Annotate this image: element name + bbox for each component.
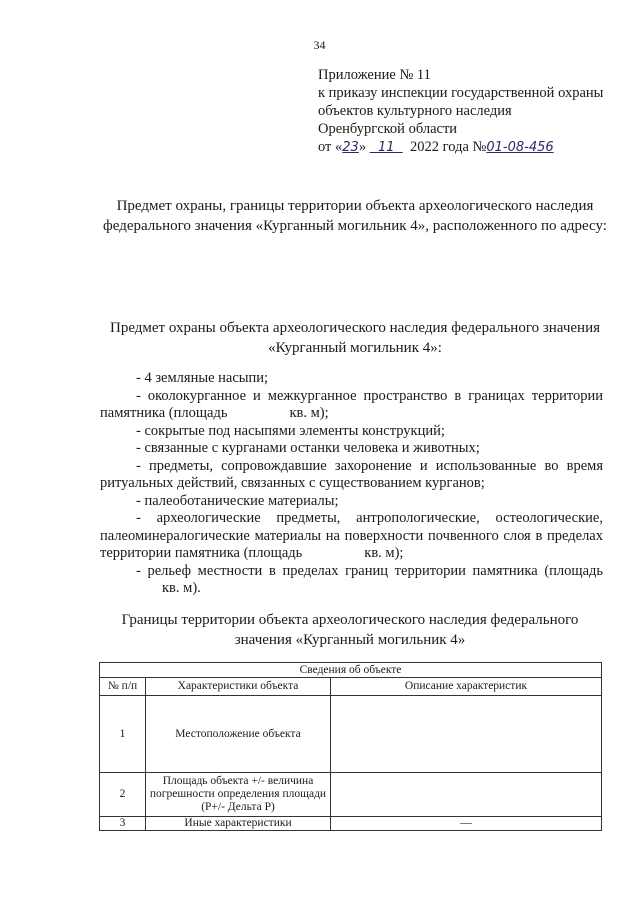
- date-prefix: от «: [318, 139, 343, 155]
- row-description: —: [331, 817, 602, 831]
- boundaries-title: Границы территории объекта археологического наследия федерального значения «Курганный могильник 4»: [121, 612, 579, 648]
- list-item: - рельеф местности в пределах границ территории памятника (площадькв. м).: [136, 562, 603, 596]
- table-header-number: № п/п: [100, 678, 146, 696]
- table-caption: Сведения об объекте: [100, 663, 602, 678]
- row-number: 2: [100, 773, 146, 817]
- list-item: - околокурганное и межкурганное пространство в границах территории памятника (площадь кв. м);: [100, 387, 603, 421]
- table-row: [100, 817, 602, 831]
- table-row: [100, 773, 602, 817]
- protection-title: Предмет охраны объекта археологического наследия федерального значения «Курганный могильник 4»:: [109, 320, 601, 356]
- row-characteristic: Местоположение объекта: [146, 696, 331, 773]
- annex-line: к приказу инспекции государственной охраны: [318, 85, 604, 101]
- list-item: - предметы, сопровождавшие захоронение и использованные во время ритуальных действий, связанных с существованием курганов;: [100, 457, 603, 491]
- row-description: [331, 696, 602, 773]
- row-number: 3: [100, 817, 146, 831]
- page-number: 34: [313, 38, 326, 52]
- list-item: - 4 земляные насыпи;: [136, 370, 269, 386]
- list-item: - сокрытые под насыпями элементы конструкций;: [136, 422, 445, 439]
- list-item: - связанные с курганами останки человека и животных;: [136, 440, 480, 456]
- annex-line: объектов культурного наследия: [318, 103, 512, 119]
- annex-title: Приложение № 11: [318, 67, 431, 83]
- list-item: - археологические предметы, антропологические, остеологические, палеоминералогические материалы на поверхности почвенного слоя в пределах территории памятника (площадь кв. м);: [100, 510, 603, 561]
- row-number: 1: [100, 696, 146, 773]
- date-year: 2022 года №: [410, 139, 487, 155]
- date-month: 11: [377, 140, 395, 155]
- object-info-table: [99, 662, 602, 831]
- order-number: 01-08-456: [486, 140, 554, 155]
- row-description: [331, 773, 602, 817]
- annex-header: [318, 66, 603, 157]
- annex-line: Оренбургской области: [318, 121, 458, 137]
- date-mid: »: [358, 139, 367, 155]
- date-day: 23: [342, 140, 359, 155]
- row-characteristic: Иные характеристики: [146, 817, 331, 831]
- table-header-characteristic: Характеристики объекта: [146, 678, 331, 696]
- protection-items-list: [100, 370, 603, 598]
- main-title: Предмет охраны, границы территории объекта археологического наследия федерального значения «Курганный могильник 4», расположенного по адресу:: [103, 198, 607, 234]
- table-row: [100, 696, 602, 773]
- row-characteristic: Площадь объекта +/- величина погрешности определения площади (P+/- Дельта P): [146, 773, 331, 817]
- list-item: - палеоботанические материалы;: [136, 492, 339, 509]
- table-header-description: Описание характеристик: [331, 678, 602, 696]
- annex-date-line: [318, 138, 603, 157]
